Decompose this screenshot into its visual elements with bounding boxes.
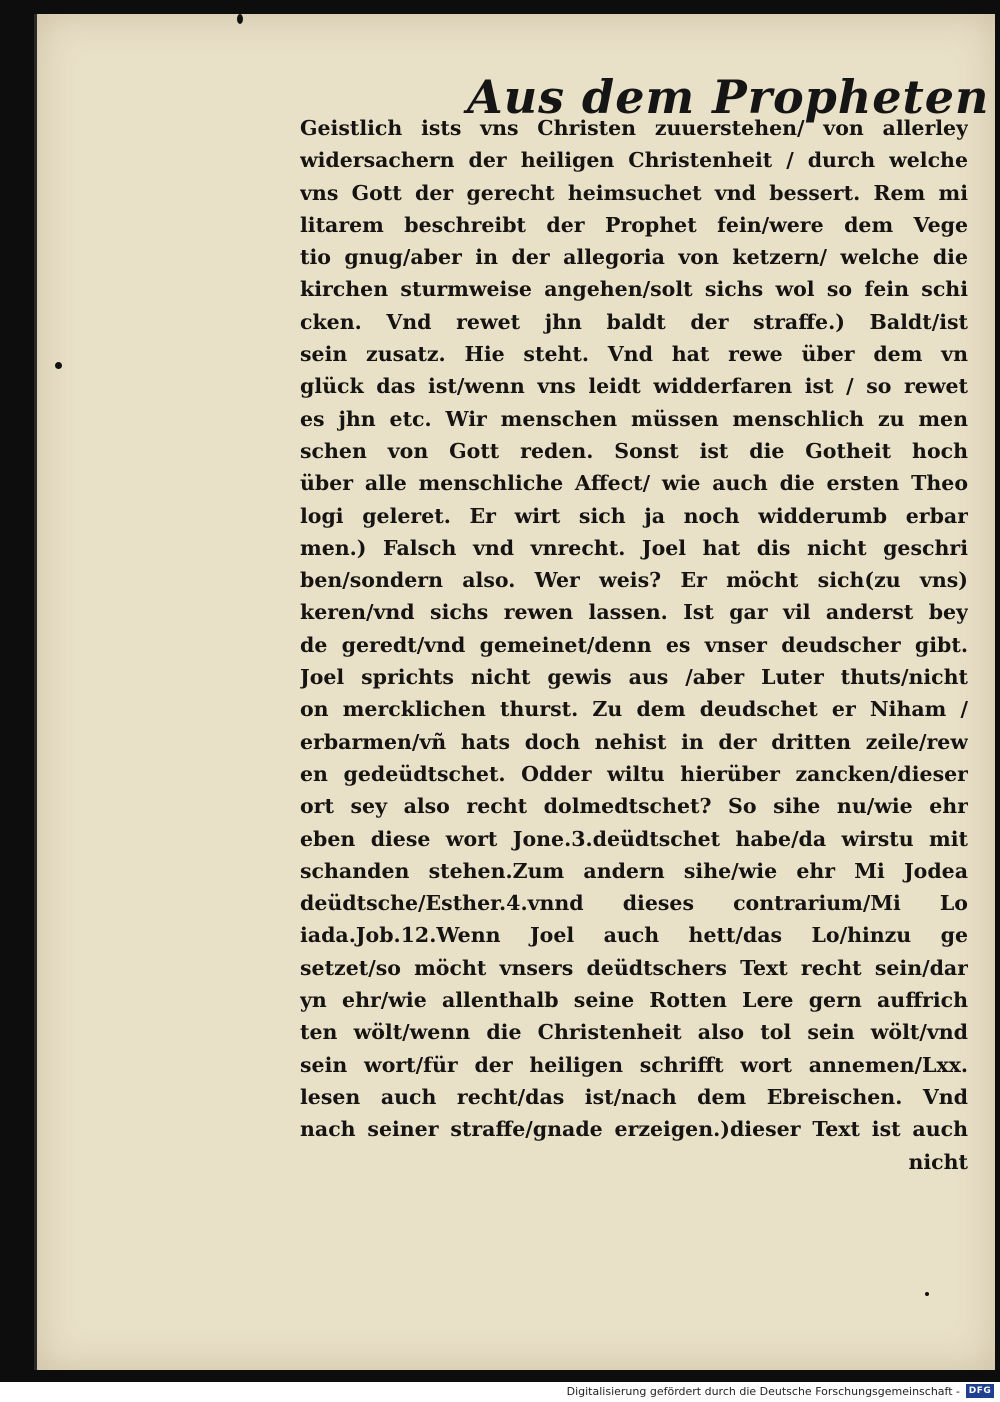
catchword: nicht bbox=[908, 1149, 968, 1174]
text-line: widersachern der heiligen Christenheit / durch welche bbox=[300, 148, 968, 173]
running-header: Aus dem Propheten bbox=[467, 70, 990, 124]
text-line: nach seiner straffe/gnade erzeigen.)dieser Text ist auch bbox=[300, 1117, 968, 1142]
text-line: keren/vnd sichs rewen lassen. Ist gar vil anderst bey bbox=[300, 600, 968, 625]
text-line: cken. Vnd rewet jhn baldt der straffe.) Baldt/ist bbox=[300, 309, 968, 334]
text-line: men.) Falsch vnd vnrecht. Joel hat dis nicht geschri bbox=[300, 535, 968, 560]
text-line: iada.Job.12.Wenn Joel auch hett/das Lo/hinzu ge bbox=[300, 923, 968, 948]
text-line: lesen auch recht/das ist/nach dem Ebreischen. Vnd bbox=[300, 1084, 968, 1109]
ink-speck bbox=[55, 362, 62, 369]
text-line: glück das ist/wenn vns leidt widderfaren ist / so rewet bbox=[300, 374, 968, 399]
funding-notice: Digitalisierung gefördert durch die Deutsche Forschungsgemeinschaft - bbox=[566, 1385, 960, 1398]
text-line: ben/sondern also. Wer weis? Er möcht sich(zu vns) bbox=[300, 568, 968, 593]
text-line: sein wort/für der heiligen schrifft wort annemen/Lxx. bbox=[300, 1052, 968, 1077]
text-line: logi geleret. Er wirt sich ja noch widderumb erbar bbox=[300, 503, 968, 528]
ink-speck bbox=[925, 1292, 929, 1296]
text-line: Joel sprichts nicht gewis aus /aber Luter thuts/nicht bbox=[300, 665, 968, 690]
text-line: über alle menschliche Affect/ wie auch die ersten Theo bbox=[300, 471, 968, 496]
text-line: es jhn etc. Wir menschen müssen menschlich zu men bbox=[300, 406, 968, 431]
text-line: yn ehr/wie allenthalb seine Rotten Lere gern auffrich bbox=[300, 988, 968, 1013]
text-line: deüdtsche/Esther.4.vnnd dieses contrarium/Mi Lo bbox=[300, 891, 968, 916]
text-line: en gedeüdtschet. Odder wiltu hierüber zancken/dieser bbox=[300, 761, 968, 786]
text-line: kirchen sturmweise angehen/solt sichs wol so fein schi bbox=[300, 277, 968, 302]
text-line: ten wölt/wenn die Christenheit also tol sein wölt/vnd bbox=[300, 1020, 968, 1045]
text-line: erbarmen/vñ hats doch nehist in der dritten zeile/rew bbox=[300, 729, 968, 754]
text-line: on mercklichen thurst. Zu dem deudschet er Niham / bbox=[300, 697, 968, 722]
text-line: vns Gott der gerecht heimsuchet vnd bessert. Rem mi bbox=[300, 180, 968, 205]
footer-bar bbox=[0, 1382, 1000, 1402]
text-line: ort sey also recht dolmedtschet? So sihe nu/wie ehr bbox=[300, 794, 968, 819]
text-line: eben diese wort Jone.3.deüdtschet habe/da wirstu mit bbox=[300, 826, 968, 851]
text-line: litarem beschreibt der Prophet fein/were dem Vege bbox=[300, 212, 968, 237]
text-line: tio gnug/aber in der allegoria von ketzern/ welche die bbox=[300, 245, 968, 270]
text-line: schen von Gott reden. Sonst ist die Gotheit hoch bbox=[300, 438, 968, 463]
body-text bbox=[300, 112, 968, 1178]
dfg-logo-icon[interactable]: DFG bbox=[966, 1384, 994, 1398]
text-line: sein zusatz. Hie steht. Vnd hat rewe über dem vn bbox=[300, 342, 968, 367]
text-line: schanden stehen.Zum andern sihe/wie ehr Mi Jodea bbox=[300, 858, 968, 883]
text-line: setzet/so möcht vnsers deüdtschers Text recht sein/dar bbox=[300, 955, 968, 980]
ink-speck bbox=[237, 14, 243, 24]
text-line: Geistlich ists vns Christen zuuerstehen/ von allerley bbox=[300, 116, 968, 140]
text-line: de geredt/vnd gemeinet/denn es vnser deudscher gibt. bbox=[300, 632, 968, 657]
